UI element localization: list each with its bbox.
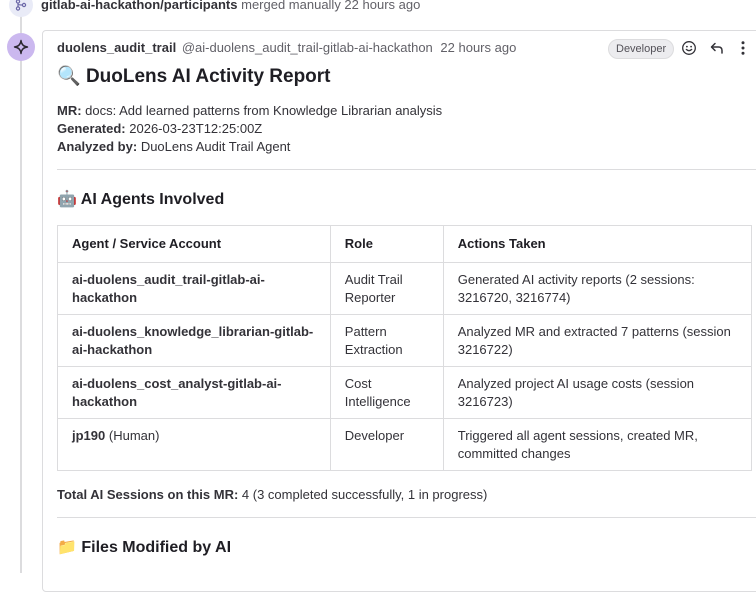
meta-mr-value: docs: Add learned patterns from Knowledge Librarian analysis [85, 103, 443, 118]
report-title [57, 63, 756, 91]
meta-analyzed-label: Analyzed by: [57, 139, 138, 154]
merge-activity-line [41, 0, 420, 12]
agent-name: ai-duolens_knowledge_librarian-gitlab-ai-hackathon [72, 324, 314, 357]
column-header-role: Role [330, 226, 443, 263]
agent-cell [58, 315, 331, 367]
table-row [58, 315, 752, 367]
agents-table [57, 225, 752, 471]
table-row [58, 367, 752, 419]
table-row [58, 419, 752, 471]
total-sessions-label: Total AI Sessions on this MR: [57, 487, 239, 502]
merge-status-text: merged manually 22 hours ago [241, 0, 421, 12]
reply-icon [709, 40, 725, 56]
total-sessions-line [57, 487, 756, 502]
more-actions-button[interactable] [733, 38, 753, 58]
column-header-actions: Actions Taken [443, 226, 751, 263]
robot-emoji-icon: 🤖 [57, 191, 77, 208]
duo-sparkle-icon [7, 33, 35, 61]
note-timestamp[interactable]: 22 hours ago [440, 40, 517, 55]
meta-mr-label: MR: [57, 103, 82, 118]
column-header-agent: Agent / Service Account [58, 226, 331, 263]
comment-note [42, 30, 756, 592]
meta-mr-line [57, 102, 756, 120]
actions-cell: Generated AI activity reports (2 sessions: 3216720, 3216774) [443, 263, 751, 315]
table-header-row [58, 226, 752, 263]
actions-cell: Analyzed MR and extracted 7 patterns (session 3216722) [443, 315, 751, 367]
smiley-icon [681, 40, 697, 56]
kebab-menu-icon [735, 40, 751, 56]
agents-section-title: AI Agents Involved [80, 191, 225, 208]
table-row [58, 263, 752, 315]
meta-generated-line [57, 120, 756, 138]
report-meta [57, 102, 756, 156]
meta-generated-label: Generated: [57, 121, 126, 136]
meta-analyzed-line [57, 138, 756, 156]
divider [57, 169, 756, 170]
emoji-reaction-button[interactable] [679, 38, 699, 58]
agent-type-suffix: (Human) [108, 428, 160, 443]
divider [57, 517, 756, 518]
timeline-line [20, 0, 22, 573]
folder-emoji-icon: 📁 [57, 539, 77, 556]
files-section-title: Files Modified by AI [81, 539, 232, 556]
files-section-heading [57, 536, 756, 560]
repo-link[interactable]: gitlab-ai-hackathon/participants [41, 0, 238, 12]
merge-icon [9, 0, 33, 17]
author-name[interactable]: duolens_audit_trail [57, 40, 177, 55]
meta-generated-value: 2026-03-23T12:25:00Z [129, 121, 263, 136]
agent-name: ai-duolens_cost_analyst-gitlab-ai-hackathon [72, 376, 282, 409]
role-cell: Cost Intelligence [330, 367, 443, 419]
actions-cell: Triggered all agent sessions, created MR, committed changes [443, 419, 751, 471]
report-title-text: DuoLens AI Activity Report [85, 66, 331, 87]
agent-cell [58, 263, 331, 315]
meta-analyzed-value: DuoLens Audit Trail Agent [140, 139, 291, 154]
agent-name: ai-duolens_audit_trail-gitlab-ai-hackathon [72, 272, 265, 305]
role-cell: Developer [330, 419, 443, 471]
role-badge: Developer [608, 39, 674, 59]
reply-button[interactable] [707, 38, 727, 58]
agent-cell [58, 367, 331, 419]
agents-section-heading [57, 188, 756, 212]
role-cell: Pattern Extraction [330, 315, 443, 367]
magnifier-emoji-icon: 🔍 [57, 66, 81, 87]
actions-cell: Analyzed project AI usage costs (session 3216723) [443, 367, 751, 419]
note-body [57, 61, 756, 560]
agent-cell [58, 419, 331, 471]
role-cell: Audit Trail Reporter [330, 263, 443, 315]
total-sessions-value: 4 (3 completed successfully, 1 in progress) [241, 487, 488, 502]
author-handle[interactable]: @ai-duolens_audit_trail-gitlab-ai-hackathon [181, 40, 433, 55]
agent-name: jp190 [72, 428, 106, 443]
